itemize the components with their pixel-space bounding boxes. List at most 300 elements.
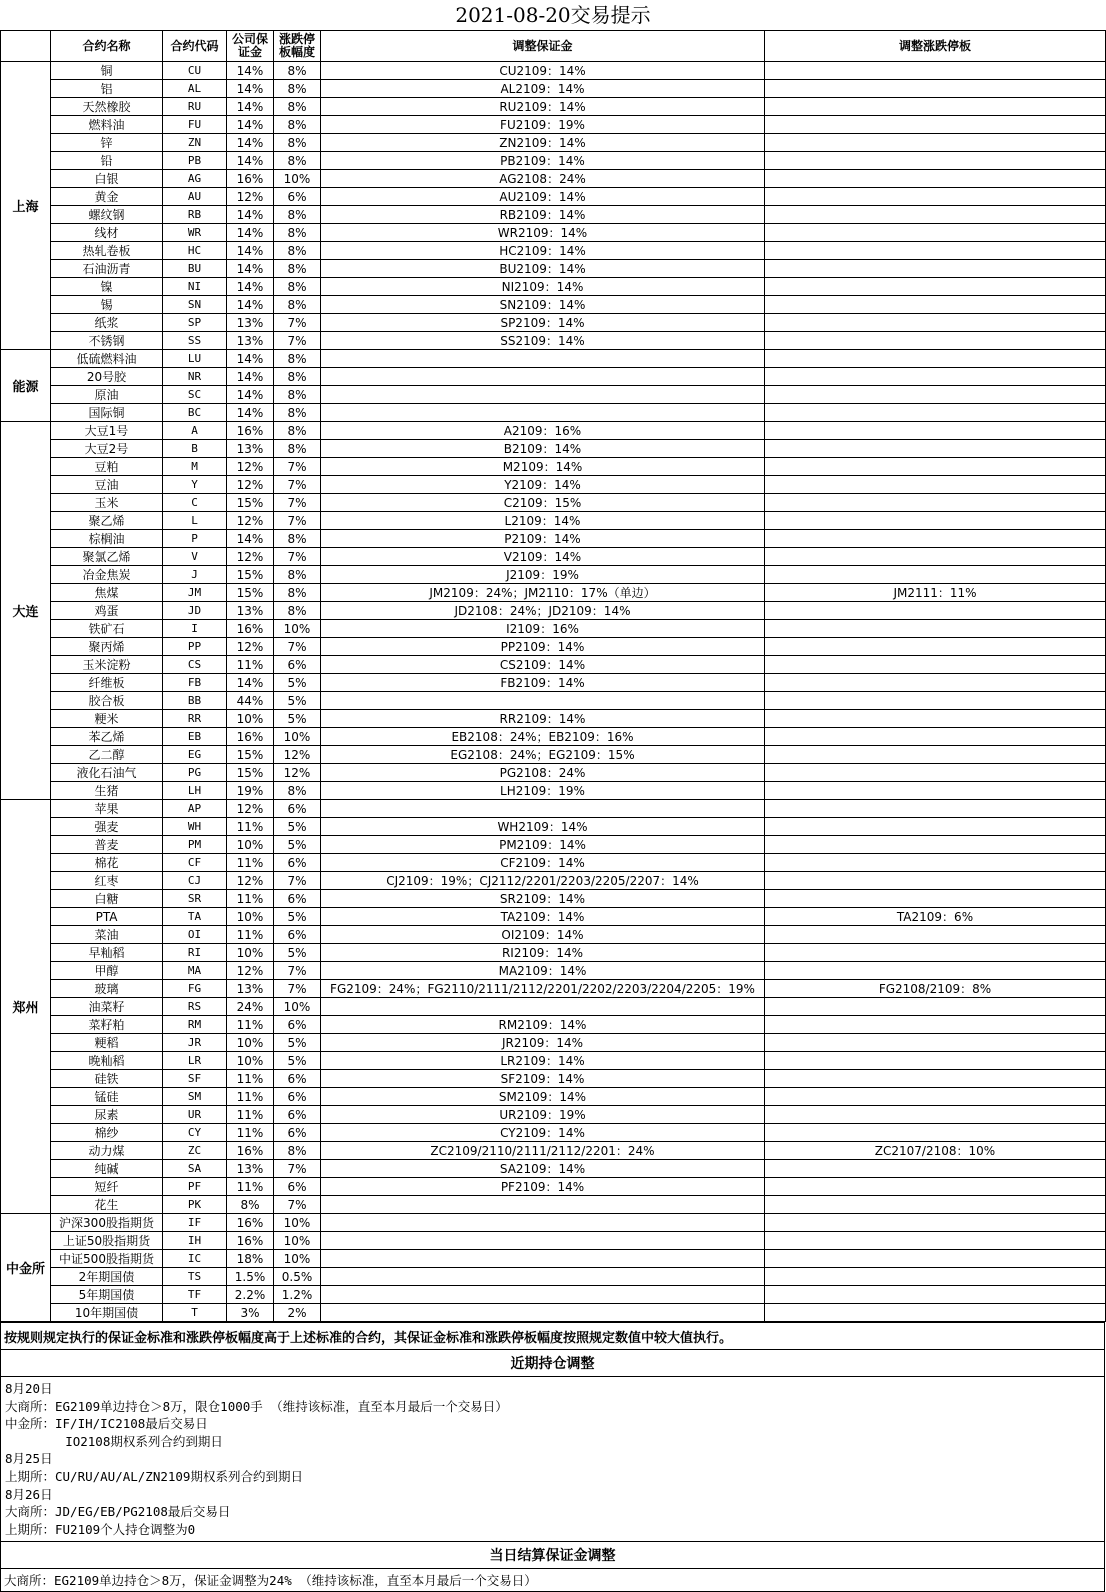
contract-code-cell: OI	[163, 926, 227, 944]
price-limit-cell: 7%	[274, 872, 321, 890]
price-limit-cell: 8%	[274, 80, 321, 98]
adjusted-limit-cell	[765, 782, 1106, 800]
contract-code-cell: MA	[163, 962, 227, 980]
company-margin-cell: 11%	[227, 926, 274, 944]
price-limit-cell: 8%	[274, 602, 321, 620]
table-row	[1, 800, 1106, 818]
contract-name-cell: 粳稻	[51, 1034, 163, 1052]
adjusted-margin-cell: WR2109：14%	[321, 224, 765, 242]
company-margin-cell: 13%	[227, 332, 274, 350]
contract-code-cell: EG	[163, 746, 227, 764]
table-row	[1, 656, 1106, 674]
company-margin-cell: 14%	[227, 116, 274, 134]
contract-code-cell: CY	[163, 1124, 227, 1142]
company-margin-cell: 1.5%	[227, 1268, 274, 1286]
contract-name-cell: 苯乙烯	[51, 728, 163, 746]
adjusted-margin-cell: UR2109：19%	[321, 1106, 765, 1124]
adjusted-limit-cell	[765, 746, 1106, 764]
price-limit-cell: 10%	[274, 1250, 321, 1268]
price-limit-cell: 8%	[274, 1142, 321, 1160]
price-limit-cell: 5%	[274, 692, 321, 710]
price-limit-cell: 10%	[274, 620, 321, 638]
adjusted-limit-cell	[765, 494, 1106, 512]
adjusted-margin-cell: PF2109：14%	[321, 1178, 765, 1196]
price-limit-cell: 7%	[274, 548, 321, 566]
contract-name-cell: 燃料油	[51, 116, 163, 134]
table-body	[1, 62, 1106, 1322]
contract-name-cell: 螺纹钢	[51, 206, 163, 224]
company-margin-cell: 11%	[227, 656, 274, 674]
exchange-cell: 大连	[1, 422, 51, 800]
adjusted-margin-cell: EB2108：24%；EB2109：16%	[321, 728, 765, 746]
contract-name-cell: 不锈钢	[51, 332, 163, 350]
price-limit-cell: 1.2%	[274, 1286, 321, 1304]
contract-code-cell: TF	[163, 1286, 227, 1304]
table-row	[1, 134, 1106, 152]
contract-code-cell: EB	[163, 728, 227, 746]
company-margin-cell: 14%	[227, 134, 274, 152]
company-margin-cell: 19%	[227, 782, 274, 800]
price-limit-cell: 8%	[274, 404, 321, 422]
adjusted-limit-cell	[765, 728, 1106, 746]
adjusted-limit-cell: ZC2107/2108：10%	[765, 1142, 1106, 1160]
contract-name-cell: 胶合板	[51, 692, 163, 710]
table-row	[1, 224, 1106, 242]
contract-name-cell: 油菜籽	[51, 998, 163, 1016]
adjusted-limit-cell	[765, 620, 1106, 638]
adjusted-limit-cell	[765, 1178, 1106, 1196]
adjusted-limit-cell	[765, 836, 1106, 854]
table-row	[1, 1016, 1106, 1034]
header-exchange	[1, 31, 51, 62]
contract-code-cell: FB	[163, 674, 227, 692]
adjusted-margin-cell: RB2109：14%	[321, 206, 765, 224]
table-row	[1, 440, 1106, 458]
adjusted-margin-cell: CF2109：14%	[321, 854, 765, 872]
price-limit-cell: 7%	[274, 332, 321, 350]
adjusted-limit-cell	[765, 62, 1106, 80]
company-margin-cell: 11%	[227, 818, 274, 836]
contract-code-cell: AP	[163, 800, 227, 818]
adjusted-margin-cell: WH2109：14%	[321, 818, 765, 836]
adjusted-margin-cell	[321, 1232, 765, 1250]
table-row	[1, 1052, 1106, 1070]
company-margin-cell: 10%	[227, 1052, 274, 1070]
adjusted-margin-cell: SP2109：14%	[321, 314, 765, 332]
company-margin-cell: 16%	[227, 620, 274, 638]
contract-name-cell: 生猪	[51, 782, 163, 800]
company-margin-cell: 2.2%	[227, 1286, 274, 1304]
adjusted-margin-cell: PG2108：24%	[321, 764, 765, 782]
adjusted-limit-cell	[765, 1124, 1106, 1142]
price-limit-cell: 8%	[274, 206, 321, 224]
contract-name-cell: 低硫燃料油	[51, 350, 163, 368]
adjusted-margin-cell	[321, 350, 765, 368]
adjusted-limit-cell	[765, 314, 1106, 332]
contract-name-cell: 玻璃	[51, 980, 163, 998]
adjusted-margin-cell: M2109：14%	[321, 458, 765, 476]
company-margin-cell: 14%	[227, 296, 274, 314]
adjusted-margin-cell: HC2109：14%	[321, 242, 765, 260]
price-limit-cell: 6%	[274, 656, 321, 674]
adjusted-limit-cell	[765, 422, 1106, 440]
contract-code-cell: LH	[163, 782, 227, 800]
adjusted-margin-cell: V2109：14%	[321, 548, 765, 566]
price-limit-cell: 6%	[274, 1178, 321, 1196]
contract-code-cell: BB	[163, 692, 227, 710]
adjusted-limit-cell	[765, 98, 1106, 116]
contract-code-cell: ZC	[163, 1142, 227, 1160]
table-row	[1, 1304, 1106, 1322]
header-adjusted-margin: 调整保证金	[321, 31, 765, 62]
table-row	[1, 602, 1106, 620]
adjusted-margin-cell: BU2109：14%	[321, 260, 765, 278]
price-limit-cell: 6%	[274, 1124, 321, 1142]
contract-name-cell: 聚丙烯	[51, 638, 163, 656]
price-limit-cell: 5%	[274, 1034, 321, 1052]
contract-name-cell: 早籼稻	[51, 944, 163, 962]
position-section-title: 近期持仓调整	[1, 1350, 1105, 1377]
position-note-line: 大商所：EG2109单边持仓＞8万，限仓1000手 （维持该标准，直至本月最后一个交易日）	[5, 1398, 508, 1414]
company-margin-cell: 14%	[227, 404, 274, 422]
adjusted-margin-cell	[321, 1196, 765, 1214]
position-note-line: 上期所：FU2109个人持仓调整为0	[5, 1521, 196, 1537]
contract-name-cell: 20号胶	[51, 368, 163, 386]
contract-code-cell: RS	[163, 998, 227, 1016]
price-limit-cell: 8%	[274, 134, 321, 152]
adjusted-limit-cell	[765, 296, 1106, 314]
header-contract-name: 合约名称	[51, 31, 163, 62]
price-limit-cell: 5%	[274, 944, 321, 962]
table-row	[1, 962, 1106, 980]
position-section-header	[1, 1350, 1105, 1377]
price-limit-cell: 2%	[274, 1304, 321, 1322]
company-margin-cell: 14%	[227, 98, 274, 116]
table-row	[1, 1070, 1106, 1088]
company-margin-cell: 11%	[227, 1070, 274, 1088]
adjusted-margin-cell: SF2109：14%	[321, 1070, 765, 1088]
price-limit-cell: 10%	[274, 1232, 321, 1250]
adjusted-margin-cell: JD2108：24%；JD2109：14%	[321, 602, 765, 620]
price-limit-cell: 5%	[274, 1052, 321, 1070]
contract-name-cell: 豆粕	[51, 458, 163, 476]
contract-name-cell: 菜籽粕	[51, 1016, 163, 1034]
price-limit-cell: 7%	[274, 638, 321, 656]
position-note-line: 8月20日	[5, 1381, 53, 1396]
adjusted-limit-cell: TA2109：6%	[765, 908, 1106, 926]
price-limit-cell: 7%	[274, 476, 321, 494]
contract-name-cell: 锡	[51, 296, 163, 314]
contract-name-cell: 苹果	[51, 800, 163, 818]
price-limit-cell: 10%	[274, 170, 321, 188]
position-section-body	[1, 1377, 1105, 1542]
price-limit-cell: 5%	[274, 818, 321, 836]
contract-name-cell: 热轧卷板	[51, 242, 163, 260]
table-row	[1, 746, 1106, 764]
table-row	[1, 710, 1106, 728]
company-margin-cell: 14%	[227, 350, 274, 368]
contract-code-cell: B	[163, 440, 227, 458]
table-row	[1, 1268, 1106, 1286]
contract-name-cell: 铅	[51, 152, 163, 170]
company-margin-cell: 14%	[227, 152, 274, 170]
adjusted-limit-cell	[765, 332, 1106, 350]
company-margin-cell: 15%	[227, 584, 274, 602]
company-margin-cell: 11%	[227, 1124, 274, 1142]
adjusted-margin-cell: CU2109：14%	[321, 62, 765, 80]
company-margin-cell: 15%	[227, 494, 274, 512]
price-limit-cell: 8%	[274, 98, 321, 116]
company-margin-cell: 14%	[227, 260, 274, 278]
adjusted-limit-cell: FG2108/2109：8%	[765, 980, 1106, 998]
company-margin-cell: 10%	[227, 944, 274, 962]
contract-code-cell: L	[163, 512, 227, 530]
company-margin-cell: 16%	[227, 1142, 274, 1160]
adjusted-limit-cell	[765, 854, 1106, 872]
position-note-line: 中金所：IF/IH/IC2108最后交易日	[5, 1416, 208, 1432]
settlement-lines: 大商所：EG2109单边持仓＞8万，保证金调整为24% （维持该标准，直至本月最后一个交易日）	[1, 1569, 1105, 1592]
contract-name-cell: 10年期国债	[51, 1304, 163, 1322]
adjusted-limit-cell	[765, 674, 1106, 692]
contract-code-cell: PK	[163, 1196, 227, 1214]
adjusted-limit-cell	[765, 1052, 1106, 1070]
table-row	[1, 530, 1106, 548]
adjusted-margin-cell: L2109：14%	[321, 512, 765, 530]
contract-name-cell: 尿素	[51, 1106, 163, 1124]
price-limit-cell: 5%	[274, 836, 321, 854]
contract-code-cell: WH	[163, 818, 227, 836]
company-margin-cell: 11%	[227, 1088, 274, 1106]
adjusted-margin-cell: RR2109：14%	[321, 710, 765, 728]
adjusted-margin-cell: AL2109：14%	[321, 80, 765, 98]
adjusted-limit-cell	[765, 1070, 1106, 1088]
contract-code-cell: IH	[163, 1232, 227, 1250]
contract-name-cell: 5年期国债	[51, 1286, 163, 1304]
contract-code-cell: LR	[163, 1052, 227, 1070]
table-row	[1, 1106, 1106, 1124]
adjusted-limit-cell	[765, 1088, 1106, 1106]
adjusted-margin-cell: LH2109：19%	[321, 782, 765, 800]
contract-code-cell: AL	[163, 80, 227, 98]
contract-name-cell: 聚氯乙烯	[51, 548, 163, 566]
price-limit-cell: 12%	[274, 746, 321, 764]
adjusted-limit-cell	[765, 260, 1106, 278]
adjusted-limit-cell	[765, 1304, 1106, 1322]
table-row	[1, 674, 1106, 692]
contract-name-cell: 石油沥青	[51, 260, 163, 278]
company-margin-cell: 11%	[227, 854, 274, 872]
adjusted-limit-cell	[765, 1106, 1106, 1124]
table-row	[1, 638, 1106, 656]
contract-code-cell: RI	[163, 944, 227, 962]
contract-name-cell: 锰硅	[51, 1088, 163, 1106]
contract-name-cell: 纯碱	[51, 1160, 163, 1178]
contract-code-cell: I	[163, 620, 227, 638]
table-row	[1, 332, 1106, 350]
adjusted-limit-cell	[765, 368, 1106, 386]
company-margin-cell: 12%	[227, 458, 274, 476]
contract-name-cell: 鸡蛋	[51, 602, 163, 620]
price-limit-cell: 10%	[274, 998, 321, 1016]
price-limit-cell: 8%	[274, 368, 321, 386]
contract-code-cell: JM	[163, 584, 227, 602]
company-margin-cell: 11%	[227, 1016, 274, 1034]
table-row	[1, 206, 1106, 224]
adjusted-limit-cell	[765, 188, 1106, 206]
table-row	[1, 728, 1106, 746]
table-row	[1, 458, 1106, 476]
contract-name-cell: 2年期国债	[51, 1268, 163, 1286]
price-limit-cell: 8%	[274, 224, 321, 242]
adjusted-margin-cell: CS2109：14%	[321, 656, 765, 674]
table-row	[1, 584, 1106, 602]
contract-code-cell: IF	[163, 1214, 227, 1232]
table-row	[1, 1160, 1106, 1178]
contract-code-cell: CF	[163, 854, 227, 872]
table-row	[1, 260, 1106, 278]
contract-name-cell: 强麦	[51, 818, 163, 836]
contract-code-cell: C	[163, 494, 227, 512]
table-row	[1, 692, 1106, 710]
contract-code-cell: RR	[163, 710, 227, 728]
contract-code-cell: SN	[163, 296, 227, 314]
contract-code-cell: J	[163, 566, 227, 584]
company-margin-cell: 12%	[227, 872, 274, 890]
adjusted-margin-cell: P2109：14%	[321, 530, 765, 548]
contract-code-cell: M	[163, 458, 227, 476]
company-margin-cell: 14%	[227, 206, 274, 224]
table-row	[1, 422, 1106, 440]
adjusted-margin-cell: ZN2109：14%	[321, 134, 765, 152]
table-row	[1, 188, 1106, 206]
adjusted-limit-cell	[765, 1214, 1106, 1232]
adjusted-margin-cell: B2109：14%	[321, 440, 765, 458]
company-margin-cell: 16%	[227, 1214, 274, 1232]
price-limit-cell: 6%	[274, 890, 321, 908]
contract-name-cell: 短纤	[51, 1178, 163, 1196]
table-row	[1, 620, 1106, 638]
price-limit-cell: 7%	[274, 314, 321, 332]
company-margin-cell: 12%	[227, 512, 274, 530]
company-margin-cell: 11%	[227, 1106, 274, 1124]
price-limit-cell: 8%	[274, 116, 321, 134]
header-row	[1, 31, 1106, 62]
price-limit-cell: 8%	[274, 296, 321, 314]
contract-code-cell: SM	[163, 1088, 227, 1106]
company-margin-cell: 16%	[227, 422, 274, 440]
contract-code-cell: V	[163, 548, 227, 566]
adjusted-limit-cell	[765, 152, 1106, 170]
adjusted-limit-cell	[765, 656, 1106, 674]
contract-name-cell: 玉米淀粉	[51, 656, 163, 674]
adjusted-limit-cell	[765, 1160, 1106, 1178]
contract-name-cell: 豆油	[51, 476, 163, 494]
table-row	[1, 566, 1106, 584]
company-margin-cell: 15%	[227, 764, 274, 782]
table-row	[1, 926, 1106, 944]
contract-name-cell: 菜油	[51, 926, 163, 944]
contract-name-cell: 动力煤	[51, 1142, 163, 1160]
contract-code-cell: PG	[163, 764, 227, 782]
table-row	[1, 80, 1106, 98]
contract-name-cell: 花生	[51, 1196, 163, 1214]
company-margin-cell: 15%	[227, 746, 274, 764]
contract-code-cell: HC	[163, 242, 227, 260]
contract-code-cell: BU	[163, 260, 227, 278]
company-margin-cell: 10%	[227, 908, 274, 926]
table-row	[1, 782, 1106, 800]
price-limit-cell: 7%	[274, 1196, 321, 1214]
contract-name-cell: 铝	[51, 80, 163, 98]
table-row	[1, 350, 1106, 368]
adjusted-limit-cell	[765, 512, 1106, 530]
contract-name-cell: 普麦	[51, 836, 163, 854]
contract-code-cell: PB	[163, 152, 227, 170]
adjusted-limit-cell	[765, 440, 1106, 458]
adjusted-margin-cell: AU2109：14%	[321, 188, 765, 206]
price-limit-cell: 6%	[274, 1106, 321, 1124]
contract-code-cell: SR	[163, 890, 227, 908]
adjusted-margin-cell	[321, 386, 765, 404]
price-limit-cell: 6%	[274, 188, 321, 206]
company-margin-cell: 10%	[227, 1034, 274, 1052]
contract-code-cell: CS	[163, 656, 227, 674]
adjusted-margin-cell	[321, 1268, 765, 1286]
table-row	[1, 548, 1106, 566]
notes-table	[0, 1322, 1105, 1592]
price-limit-cell: 0.5%	[274, 1268, 321, 1286]
adjusted-limit-cell	[765, 116, 1106, 134]
price-limit-cell: 7%	[274, 458, 321, 476]
price-limit-cell: 8%	[274, 350, 321, 368]
adjusted-limit-cell	[765, 1034, 1106, 1052]
table-row	[1, 1142, 1106, 1160]
adjusted-limit-cell	[765, 602, 1106, 620]
adjusted-limit-cell	[765, 818, 1106, 836]
contract-code-cell: JD	[163, 602, 227, 620]
adjusted-limit-cell	[765, 80, 1106, 98]
adjusted-margin-cell: SA2109：14%	[321, 1160, 765, 1178]
adjusted-limit-cell	[765, 962, 1106, 980]
price-limit-cell: 7%	[274, 962, 321, 980]
company-margin-cell: 12%	[227, 476, 274, 494]
adjusted-limit-cell	[765, 1232, 1106, 1250]
adjusted-limit-cell	[765, 692, 1106, 710]
adjusted-margin-cell	[321, 404, 765, 422]
contract-name-cell: 棉纱	[51, 1124, 163, 1142]
contract-name-cell: 玉米	[51, 494, 163, 512]
table-row	[1, 476, 1106, 494]
contract-code-cell: AU	[163, 188, 227, 206]
adjusted-margin-cell: FU2109：19%	[321, 116, 765, 134]
adjusted-margin-cell	[321, 998, 765, 1016]
table-row	[1, 818, 1106, 836]
company-margin-cell: 14%	[227, 674, 274, 692]
price-limit-cell: 8%	[274, 260, 321, 278]
contract-code-cell: NI	[163, 278, 227, 296]
table-row	[1, 1214, 1106, 1232]
position-note-line: IO2108期权系列合约到期日	[5, 1433, 223, 1449]
adjusted-limit-cell	[765, 998, 1106, 1016]
contract-code-cell: FU	[163, 116, 227, 134]
contract-name-cell: 棕榈油	[51, 530, 163, 548]
adjusted-margin-cell: FB2109：14%	[321, 674, 765, 692]
table-row	[1, 1124, 1106, 1142]
adjusted-limit-cell	[765, 278, 1106, 296]
contract-name-cell: 上证50股指期货	[51, 1232, 163, 1250]
exchange-cell: 郑州	[1, 800, 51, 1214]
company-margin-cell: 24%	[227, 998, 274, 1016]
